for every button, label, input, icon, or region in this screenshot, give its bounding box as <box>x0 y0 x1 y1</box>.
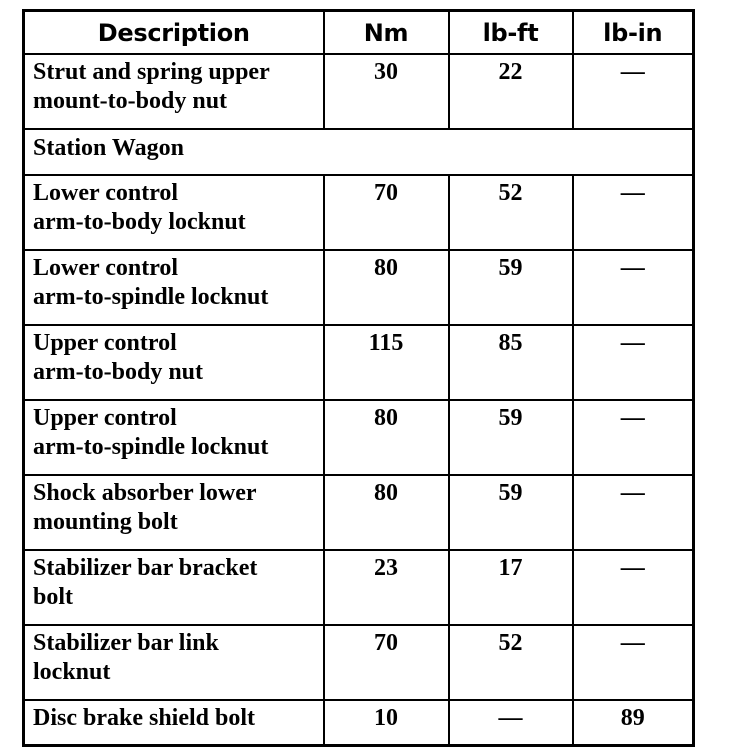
lb-ft-cell: 52 <box>449 625 573 700</box>
description-cell <box>24 550 324 625</box>
nm-cell: 80 <box>324 475 449 550</box>
nm-cell: 10 <box>324 700 449 746</box>
table-row <box>24 625 694 700</box>
lb-in-cell: — <box>573 625 694 700</box>
description-line: Shock absorber lower <box>33 480 257 506</box>
description-line: bolt <box>33 584 74 610</box>
description-cell <box>24 325 324 400</box>
description-cell <box>24 250 324 325</box>
lb-ft-cell: 59 <box>449 250 573 325</box>
torque-spec-table <box>22 9 695 747</box>
description-line: Stabilizer bar bracket <box>33 555 258 581</box>
lb-in-cell: — <box>573 250 694 325</box>
table-row <box>24 325 694 400</box>
description-cell <box>24 625 324 700</box>
lb-in-cell: — <box>573 400 694 475</box>
description-cell <box>24 175 324 250</box>
lb-ft-cell: 52 <box>449 175 573 250</box>
nm-cell: 23 <box>324 550 449 625</box>
description-cell <box>24 54 324 129</box>
lb-ft-cell: — <box>449 700 573 746</box>
table-row <box>24 175 694 250</box>
description-line: mount-to-body nut <box>33 88 228 114</box>
lb-ft-cell: 59 <box>449 475 573 550</box>
table-row <box>24 400 694 475</box>
table-row <box>24 250 694 325</box>
lb-in-cell: 89 <box>573 700 694 746</box>
description-line: Upper control <box>33 330 177 356</box>
lb-in-cell: — <box>573 475 694 550</box>
description-line: mounting bolt <box>33 509 178 535</box>
nm-cell: 70 <box>324 175 449 250</box>
lb-in-cell: — <box>573 175 694 250</box>
header-nm: Nm <box>324 11 449 55</box>
header-description: Description <box>24 11 324 55</box>
nm-cell: 30 <box>324 54 449 129</box>
description-line: Stabilizer bar link <box>33 630 219 656</box>
description-line: arm-to-body locknut <box>33 209 246 235</box>
description-line: arm-to-body nut <box>33 359 204 385</box>
nm-cell: 70 <box>324 625 449 700</box>
header-row <box>24 11 694 55</box>
lb-in-cell: — <box>573 325 694 400</box>
description-line: Lower control <box>33 255 179 281</box>
lb-ft-cell: 17 <box>449 550 573 625</box>
lb-ft-cell: 85 <box>449 325 573 400</box>
nm-cell: 115 <box>324 325 449 400</box>
lb-in-cell: — <box>573 550 694 625</box>
description-line: arm-to-spindle locknut <box>33 284 269 310</box>
table-row <box>24 700 694 746</box>
header-lb-ft: lb-ft <box>449 11 573 55</box>
header-lb-in: lb-in <box>573 11 694 55</box>
table-row <box>24 550 694 625</box>
lb-ft-cell: 59 <box>449 400 573 475</box>
section-heading: Station Wagon <box>24 129 694 175</box>
nm-cell: 80 <box>324 250 449 325</box>
description-line: Strut and spring upper <box>33 59 270 85</box>
table-row <box>24 475 694 550</box>
description-line: Upper control <box>33 405 177 431</box>
nm-cell: 80 <box>324 400 449 475</box>
lb-in-cell: — <box>573 54 694 129</box>
description-line: Lower control <box>33 180 179 206</box>
section-row <box>24 129 694 175</box>
description-cell <box>24 475 324 550</box>
description-line: arm-to-spindle locknut <box>33 434 269 460</box>
description-cell <box>24 700 324 746</box>
table-row <box>24 54 694 129</box>
description-line: Disc brake shield bolt <box>33 705 256 731</box>
description-cell <box>24 400 324 475</box>
lb-ft-cell: 22 <box>449 54 573 129</box>
description-line: locknut <box>33 659 111 685</box>
